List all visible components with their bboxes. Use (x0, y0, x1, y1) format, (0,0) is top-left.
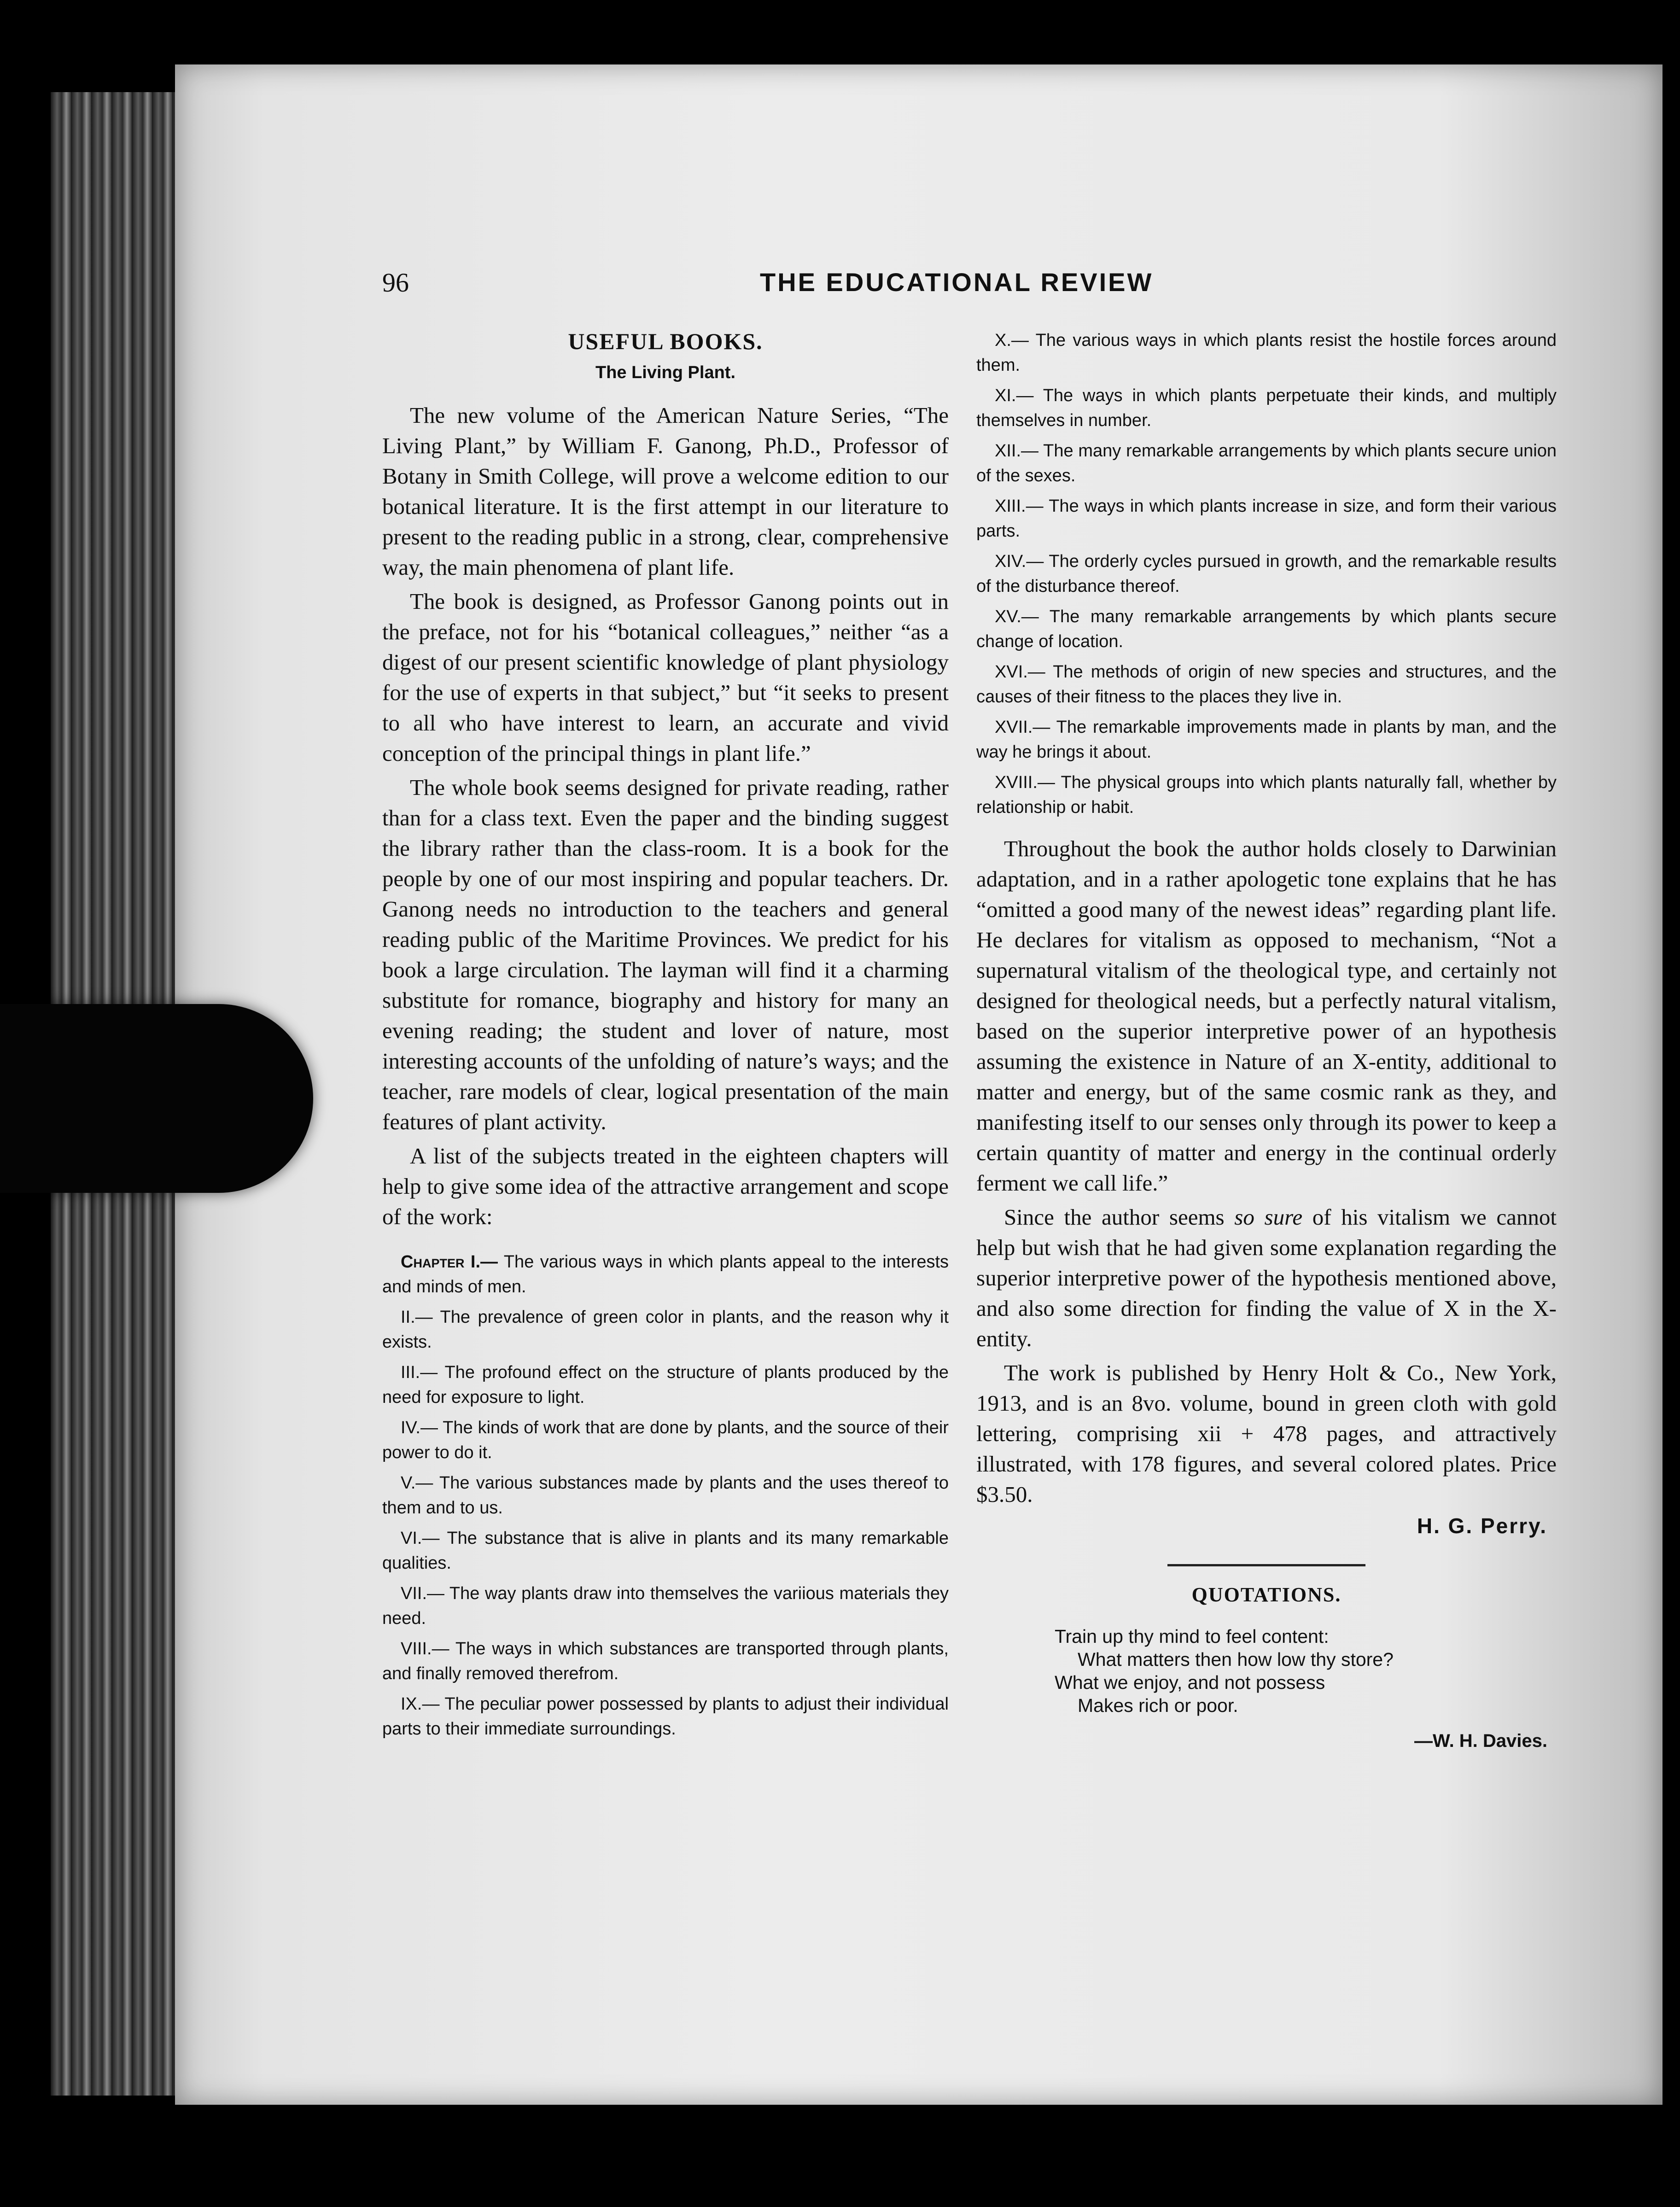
chapter-item: VIII.— The ways in which substances are transported through plants, and finally removed therefrom. (382, 1639, 949, 1683)
review-commentary (976, 834, 1557, 1538)
chapter-list-right (976, 328, 1557, 820)
thumb (0, 1004, 313, 1193)
chapter-item: XIII.— The ways in which plants increase in size, and form their various parts. (976, 496, 1557, 541)
chapter-item: XV.— The many remarkable arrangements by which plants secure change of location. (976, 607, 1557, 651)
chapter-item: XVIII.— The physical groups into which plants naturally fall, whether by relationship or habit. (976, 773, 1557, 817)
paragraph-reading: The whole book seems designed for private reading, rather than for a class text. Even the paper and the binding suggest the library rather than the class-room. It is a book for the people by one of our most inspiring and popular teachers. Dr. Ganong needs no introduction to the teachers and general reading public of the Maritime Provinces. We predict for his book a large circulation. The layman will find it a charming substitute for romance, biography and history for many an evening reading; the student and lover of nature, most interesting accounts of the unfolding of nature’s ways; and the teacher, rare models of clear, logical presentation of the main features of plant activity. (382, 775, 949, 1134)
chapter-list-left (382, 1249, 949, 1741)
paragraph-publisher: The work is published by Henry Holt & Co., New York, 1913, and is an 8vo. volume, bound in green cloth with gold lettering, comprising xii + 478 pages, and attractively illustrated, with 178 figures, and several colored plates. Price $3.50. (976, 1360, 1557, 1507)
chapter-item: XVII.— The remarkable improvements made in plants by man, and the way he brings it about. (976, 718, 1557, 762)
running-title: THE EDUCATIONAL REVIEW (760, 268, 1154, 297)
poem-author: —W. H. Davies. (1414, 1731, 1547, 1751)
quotations-title: QUOTATIONS. (1191, 1583, 1342, 1606)
page-number: 96 (382, 268, 409, 298)
chapter-item: III.— The profound effect on the structure of plants produced by the need for exposure to light. (382, 1363, 949, 1407)
section-title: USEFUL BOOKS. (568, 328, 763, 354)
poem-line: What matters then how low thy store? (1078, 1649, 1394, 1670)
poem-line: Train up thy mind to feel content: (1055, 1626, 1329, 1647)
paragraph-vitalism: Since the author seems so sure of his vitalism we cannot help but wish that he had given some explanation regarding the superior interpretive power of the hypothesis mentioned above, and also some direction for finding the value of X in the X-entity. (976, 1204, 1557, 1351)
poem-line: Makes rich or poor. (1078, 1695, 1238, 1716)
paragraph-intro: The new volume of the American Nature Series, “The Living Plant,” by William F. Ganong, Ph.D., Professor of Botany in Smith College, will prove a welcome edition to our botanical literature. It is the first attempt in our literature to present to the reading public in a strong, clear, comprehensive way, the main phenomena of plant life. (382, 403, 949, 580)
chapter-item: IX.— The peculiar power possessed by plants to adjust their individual parts to their immediate surroundings. (382, 1694, 949, 1739)
chapter-item: XIV.— The orderly cycles pursued in growth, and the remarkable results of the disturbance thereof. (976, 552, 1557, 596)
paragraph-design: The book is designed, as Professor Ganong points out in the preface, not for his “botanical colleagues,” neither “as a digest of our present scientific knowledge of plant physiology for the use of experts in that subject,” but “it seeks to present to all who have interest to learn, an accurate and vivid conception of the principal things in plant life.” (382, 589, 949, 766)
chapter-item: XI.— The ways in which plants perpetuate their kinds, and multiply themselves in number. (976, 386, 1557, 430)
left-column (382, 328, 949, 1747)
right-column (976, 328, 1557, 1752)
chapter-item: IV.— The kinds of work that are done by plants, and the source of their power to do it. (382, 1418, 949, 1462)
section-divider (1167, 1564, 1365, 1566)
chapter-item: Chapter I.— The various ways in which plants appeal to the interests and minds of men. (382, 1252, 949, 1296)
chapter-item: VI.— The substance that is alive in plants and its many remarkable qualities. (382, 1529, 949, 1573)
page-header (382, 267, 1626, 304)
poem-line: What we enjoy, and not possess (1055, 1672, 1325, 1693)
chapter-item: X.— The various ways in which plants resist the hostile forces around them. (976, 331, 1557, 375)
chapter-item: XVI.— The methods of origin of new species and structures, and the causes of their fitness to the places they live in. (976, 662, 1557, 706)
chapter-item: II.— The prevalence of green color in plants, and the reason why it exists. (382, 1308, 949, 1352)
poem (1055, 1625, 1557, 1717)
chapter-item: V.— The various substances made by plants and the uses thereof to them and to us. (382, 1473, 949, 1518)
chapter-item: XII.— The many remarkable arrangements by which plants secure union of the sexes. (976, 441, 1557, 485)
author-signature: H. G. Perry. (1417, 1514, 1547, 1538)
book-title-heading: The Living Plant. (595, 363, 736, 382)
paragraph-subjects: A list of the subjects treated in the eighteen chapters will help to give some idea of the attractive arrangement and scope of the work: (382, 1143, 949, 1229)
chapter-item: VII.— The way plants draw into themselves the variious materials they need. (382, 1584, 949, 1628)
paragraph-darwinian: Throughout the book the author holds closely to Darwinian adaptation, and in a rather apologetic tone explains that he has “omitted a good many of the newest ideas” regarding plant life. He declares for vitalism as opposed to mechanism, “Not a supernatural vitalism of the theological type, and certainly not designed for theological needs, but a perfectly natural vitalism, based on the superior interpretive power of an hypothesis assuming the existence in Nature of an X-entity, additional to matter and energy, but of the same cosmic rank as they, and manifesting itself to our senses only through its power to keep a certain quantity of matter and energy in the continual orderly ferment we call life.” (976, 836, 1557, 1196)
